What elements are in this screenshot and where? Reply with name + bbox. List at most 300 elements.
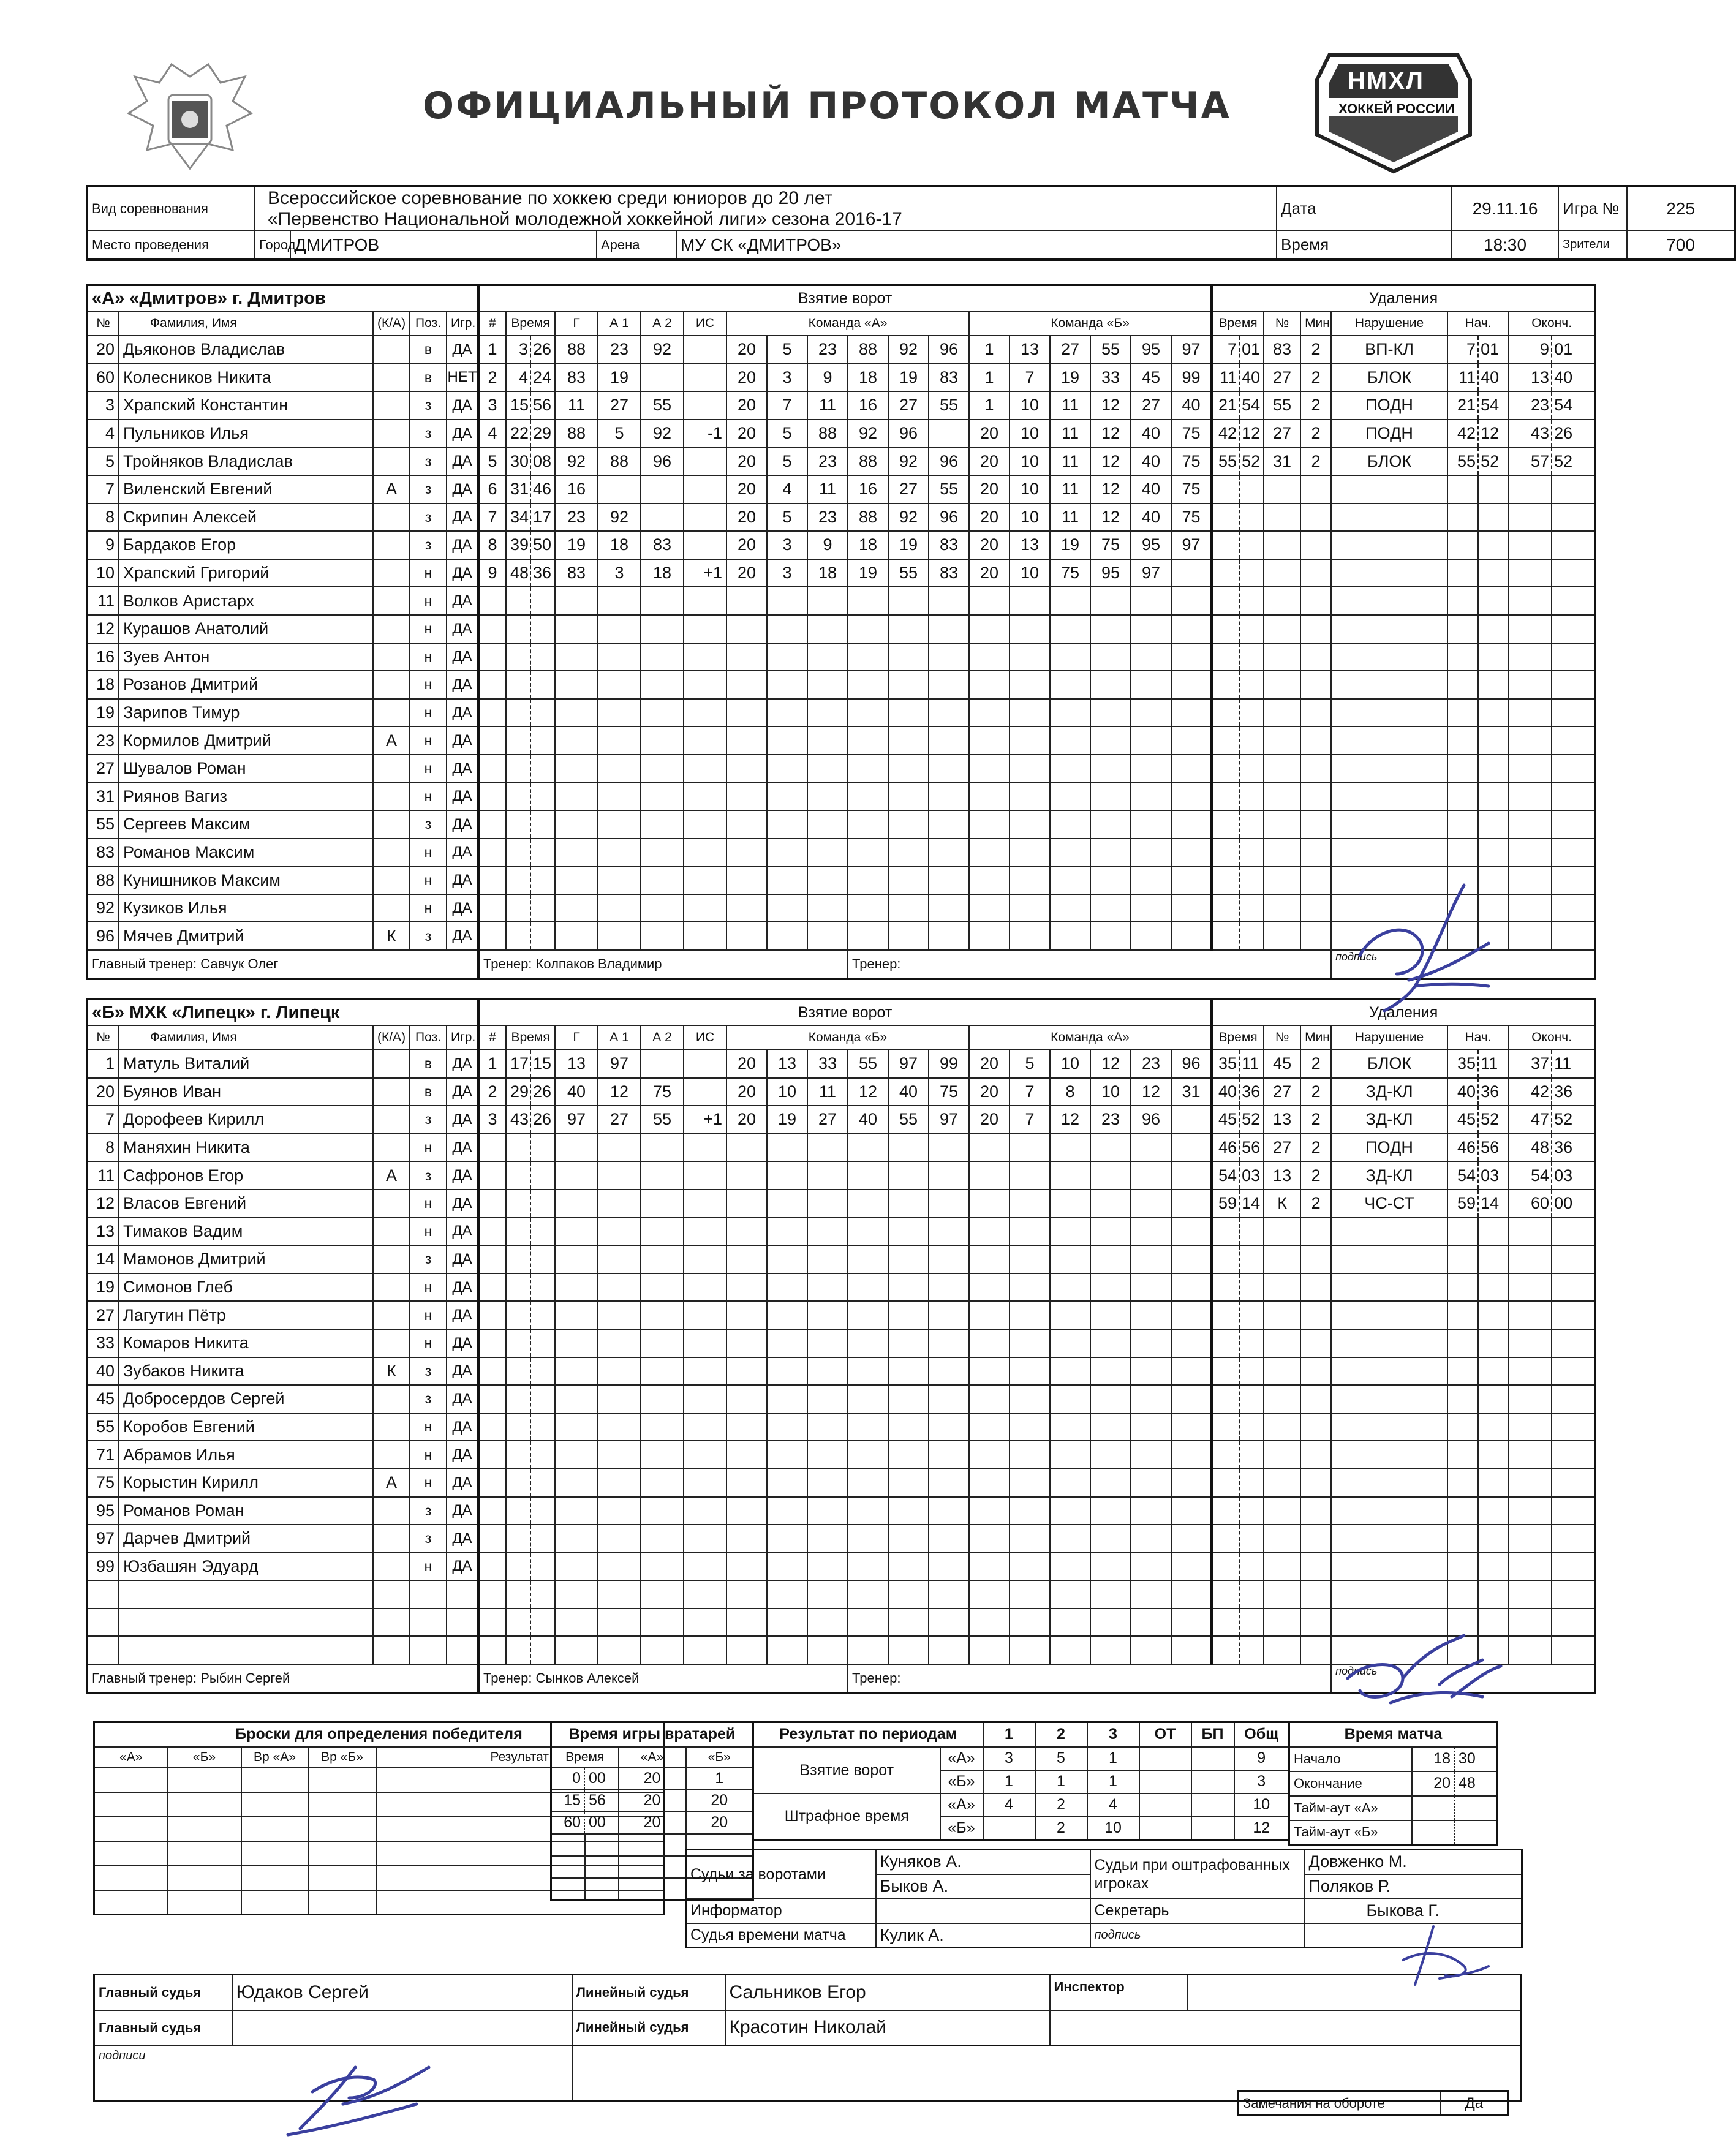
player-position: н	[410, 1441, 447, 1469]
player-row	[87, 336, 1595, 364]
opp-on-ice: 13	[1010, 336, 1050, 364]
penalty-second: 11	[1239, 1050, 1264, 1078]
periods-pim-b-3: 10	[1087, 1817, 1139, 1840]
arena-value: МУ СК «ДМИТРОВ»	[676, 230, 1277, 260]
logo-subtitle: ХОККЕЙ РОССИИ	[1338, 101, 1455, 116]
own-on-ice: 20	[726, 447, 767, 475]
penalty-start-minute: 11	[1447, 364, 1478, 392]
player-name: Матуль Виталий	[119, 1050, 373, 1078]
periods-goals-a-3: 1	[1087, 1747, 1139, 1770]
coach-2: Тренер:	[848, 1664, 1331, 1693]
penalty-start-minute: 40	[1447, 1078, 1478, 1106]
col-play: Игр.	[447, 311, 478, 336]
own-on-ice: 18	[848, 364, 888, 392]
player-name: Мячев Дмитрий	[119, 922, 373, 950]
penalty-end-minute: 57	[1509, 447, 1552, 475]
signature-label: подпись	[1331, 950, 1595, 979]
player-plays: ДА	[447, 420, 478, 448]
handwritten-signature-3	[1391, 1923, 1489, 1991]
penalty-minutes: 2	[1300, 1161, 1331, 1190]
penalty-end-second: 26	[1552, 420, 1595, 448]
own-on-ice: 20	[726, 364, 767, 392]
col-play: Игр.	[447, 1025, 478, 1050]
goal-assist-1: 27	[598, 1106, 641, 1134]
penalty-violation: ВП-КЛ	[1331, 336, 1447, 364]
penalty-player: 27	[1264, 1078, 1300, 1106]
remarks-table	[1237, 2090, 1509, 2116]
player-row	[87, 1413, 1595, 1441]
goal-assist-1	[598, 475, 641, 504]
linesman-label: Линейный судья	[572, 1975, 725, 2010]
player-role	[373, 1580, 410, 1609]
shootout-col-a: «А»	[94, 1747, 168, 1768]
periods-goals-a-2: 5	[1035, 1747, 1087, 1770]
player-plays: ДА	[447, 839, 478, 867]
player-role	[373, 643, 410, 671]
opp-on-ice: 20	[969, 475, 1010, 504]
penalty-end-second: 01	[1552, 336, 1595, 364]
player-number: 55	[87, 810, 119, 839]
goalie-row-a: 20	[619, 1790, 686, 1812]
player-number: 11	[87, 1161, 119, 1190]
opp-on-ice: 12	[1090, 504, 1131, 532]
goal-number: 2	[478, 364, 506, 392]
goal-second: 26	[530, 336, 555, 364]
player-position: з	[410, 1497, 447, 1525]
opp-on-ice: 20	[969, 447, 1010, 475]
penalty-minute: 54	[1212, 1161, 1239, 1190]
player-name: Романов Роман	[119, 1497, 373, 1525]
player-name: Власов Евгений	[119, 1190, 373, 1218]
player-role	[373, 364, 410, 392]
penalty-start-second: 54	[1478, 391, 1509, 420]
opp-on-ice: 75	[1171, 447, 1212, 475]
signature-label: подпись	[1331, 1664, 1595, 1693]
team-b-section	[86, 998, 1573, 1694]
player-plays: ДА	[447, 531, 478, 559]
periods-goals-b-3: 1	[1087, 1770, 1139, 1794]
player-number: 5	[87, 447, 119, 475]
goal-assist-2: 83	[641, 531, 684, 559]
player-position: н	[410, 1553, 447, 1581]
penalty-player: 31	[1264, 447, 1300, 475]
own-on-ice: 18	[848, 531, 888, 559]
player-name: Розанов Дмитрий	[119, 671, 373, 699]
player-name: Храпский Константин	[119, 391, 373, 420]
match-time-title: Время матча	[1289, 1722, 1498, 1747]
player-position: з	[410, 810, 447, 839]
linesman-2-value: Красотин Николай	[725, 2010, 1050, 2046]
opp-on-ice: 20	[969, 504, 1010, 532]
player-number: 7	[87, 475, 119, 504]
coach-1: Тренер: Сынков Алексей	[478, 1664, 848, 1693]
col-strength: ИС	[684, 311, 726, 336]
own-on-ice: 20	[726, 336, 767, 364]
penalty-start-minute: 7	[1447, 336, 1478, 364]
penalty-minute: 45	[1212, 1106, 1239, 1134]
player-name: Сергеев Максим	[119, 810, 373, 839]
player-plays: ДА	[447, 783, 478, 811]
player-plays: ДА	[447, 1106, 478, 1134]
col-pen-start: Нач.	[1447, 1025, 1509, 1050]
player-number: 8	[87, 504, 119, 532]
player-role	[373, 1218, 410, 1246]
player-number: 7	[87, 1106, 119, 1134]
informer-label: Информатор	[686, 1899, 876, 1923]
own-on-ice: 5	[767, 504, 807, 532]
penalty-minutes: 2	[1300, 1134, 1331, 1162]
penalty-player: 27	[1264, 420, 1300, 448]
own-on-ice: 88	[848, 336, 888, 364]
player-row	[87, 1134, 1595, 1162]
player-position: в	[410, 1050, 447, 1078]
own-on-ice: 20	[726, 559, 767, 587]
col-pen-end: Оконч.	[1509, 1025, 1595, 1050]
goal-number: 1	[478, 336, 506, 364]
goal-judges-label: Судьи за воротами	[686, 1850, 876, 1899]
player-position: н	[410, 1190, 447, 1218]
player-row	[87, 391, 1595, 420]
player-row	[87, 475, 1595, 504]
player-position: н	[410, 699, 447, 727]
penalty-end-minute: 37	[1509, 1050, 1552, 1078]
player-position: н	[410, 866, 447, 894]
penalty-end-second: 54	[1552, 391, 1595, 420]
player-name: Романов Максим	[119, 839, 373, 867]
player-plays: ДА	[447, 1385, 478, 1413]
player-row	[87, 671, 1595, 699]
player-role	[373, 1078, 410, 1106]
match-end-hour: 20	[1412, 1771, 1455, 1796]
goals-section-title: Взятие ворот	[478, 285, 1212, 311]
periods-pim-b-ot	[1139, 1817, 1191, 1840]
shootout-title: Броски для определения победителя	[94, 1722, 664, 1747]
player-role	[373, 391, 410, 420]
goal-second: 26	[530, 1106, 555, 1134]
player-position: н	[410, 783, 447, 811]
player-number: 9	[87, 531, 119, 559]
player-plays: ДА	[447, 1413, 478, 1441]
opp-on-ice: 1	[969, 364, 1010, 392]
team-a-table	[86, 284, 1596, 980]
goal-scorer: 83	[555, 364, 598, 392]
own-on-ice: 33	[807, 1050, 848, 1078]
goal-minute: 39	[506, 531, 530, 559]
goalie-row-a: 20	[619, 1812, 686, 1834]
own-on-ice: 4	[767, 475, 807, 504]
col-goal-no: #	[478, 1025, 506, 1050]
player-plays	[447, 1609, 478, 1637]
player-plays: ДА	[447, 1301, 478, 1329]
player-name: Храпский Григорий	[119, 559, 373, 587]
periods-goals-label: Взятие ворот	[753, 1747, 940, 1794]
penalty-start-second: 40	[1478, 364, 1509, 392]
goalie-row-sec: 00	[585, 1768, 619, 1790]
player-number: 27	[87, 755, 119, 783]
goalie-row-b: 20	[686, 1790, 753, 1812]
penalty-second: 14	[1239, 1190, 1264, 1218]
own-on-ice: 23	[807, 336, 848, 364]
player-row	[87, 1190, 1595, 1218]
player-number: 1	[87, 1050, 119, 1078]
player-position: з	[410, 391, 447, 420]
periods-pim-b-total: 12	[1234, 1817, 1289, 1840]
own-on-ice: 27	[807, 1106, 848, 1134]
player-plays: ДА	[447, 1050, 478, 1078]
own-on-ice: 19	[888, 531, 929, 559]
goalie-time-title: Время игры вратарей	[551, 1722, 753, 1747]
own-on-ice: 92	[888, 336, 929, 364]
own-on-ice: 12	[848, 1078, 888, 1106]
opp-on-ice: 11	[1050, 420, 1090, 448]
opp-on-ice: 13	[1010, 531, 1050, 559]
player-position: н	[410, 1273, 447, 1302]
player-plays: ДА	[447, 1161, 478, 1190]
periods-pim-a-ot	[1139, 1794, 1191, 1817]
own-on-ice	[929, 420, 969, 448]
penalty-player: 13	[1264, 1161, 1300, 1190]
penalty-minute: 40	[1212, 1078, 1239, 1106]
opp-on-ice: 40	[1131, 475, 1171, 504]
player-name: Зарипов Тимур	[119, 699, 373, 727]
head-coach: Главный тренер: Рыбин Сергей	[87, 1664, 478, 1693]
goal-assist-2: 55	[641, 1106, 684, 1134]
goal-strength	[684, 391, 726, 420]
match-start-min: 30	[1455, 1747, 1498, 1771]
goal-number: 6	[478, 475, 506, 504]
linesman-1-value: Сальников Егор	[725, 1975, 1050, 2010]
player-role	[373, 1273, 410, 1302]
periods-col-ot: ОТ	[1139, 1722, 1191, 1747]
date-value: 29.11.16	[1452, 186, 1558, 230]
nmhl-logo	[1305, 43, 1482, 178]
player-role	[373, 1497, 410, 1525]
penalty-second: 40	[1239, 364, 1264, 392]
player-plays: ДА	[447, 1441, 478, 1469]
opp-on-ice: 11	[1050, 391, 1090, 420]
player-plays: ДА	[447, 391, 478, 420]
goal-judge-2: Быков А.	[876, 1874, 1090, 1899]
player-name: Дарчев Дмитрий	[119, 1525, 373, 1553]
periods-goals-a-total: 9	[1234, 1747, 1289, 1770]
goal-assist-1: 97	[598, 1050, 641, 1078]
own-on-ice: 27	[888, 475, 929, 504]
player-role	[373, 671, 410, 699]
own-on-ice: 20	[726, 1106, 767, 1134]
opp-on-ice: 40	[1171, 391, 1212, 420]
player-plays: ДА	[447, 866, 478, 894]
penalty-minute: 35	[1212, 1050, 1239, 1078]
player-plays: ДА	[447, 1078, 478, 1106]
player-row	[87, 1580, 1595, 1609]
opp-on-ice: 1	[969, 391, 1010, 420]
player-row	[87, 755, 1595, 783]
player-number: 3	[87, 391, 119, 420]
penalty-second: 01	[1239, 336, 1264, 364]
periods-pim-b-2: 2	[1035, 1817, 1087, 1840]
opp-on-ice: 10	[1010, 391, 1050, 420]
player-name: Юзбашян Эдуард	[119, 1553, 373, 1581]
penalty-minutes: 2	[1300, 1106, 1331, 1134]
player-number: 83	[87, 839, 119, 867]
periods-team-b: «Б»	[940, 1770, 983, 1794]
col-name: Фамилия, Имя	[119, 1025, 373, 1050]
goal-number: 2	[478, 1078, 506, 1106]
opp-on-ice: 97	[1131, 559, 1171, 587]
opp-on-ice: 20	[969, 531, 1010, 559]
player-row	[87, 783, 1595, 811]
goal-second: 26	[530, 1078, 555, 1106]
opp-on-ice: 23	[1090, 1106, 1131, 1134]
opp-on-ice: 20	[969, 1050, 1010, 1078]
own-on-ice: 16	[848, 391, 888, 420]
opp-on-ice: 27	[1131, 391, 1171, 420]
goal-number: 1	[478, 1050, 506, 1078]
goal-scorer: 97	[555, 1106, 598, 1134]
opp-on-ice: 45	[1131, 364, 1171, 392]
penalty-violation: ЗД-КЛ	[1331, 1106, 1447, 1134]
goal-strength	[684, 1078, 726, 1106]
penalty-end-minute: 48	[1509, 1134, 1552, 1162]
penalty-end-second: 40	[1552, 364, 1595, 392]
penalty-end-second: 00	[1552, 1190, 1595, 1218]
secretary-value: Быкова Г.	[1305, 1899, 1522, 1923]
penalty-minutes: 2	[1300, 1050, 1331, 1078]
goalie-row-b: 1	[686, 1768, 753, 1790]
player-plays: ДА	[447, 1190, 478, 1218]
goal-scorer: 83	[555, 559, 598, 587]
penalty-second: 12	[1239, 420, 1264, 448]
opp-on-ice: 20	[969, 559, 1010, 587]
penalty-start-minute: 42	[1447, 420, 1478, 448]
player-name: Зубаков Никита	[119, 1357, 373, 1386]
player-role	[373, 699, 410, 727]
player-role	[373, 447, 410, 475]
spectators-label: Зрители	[1558, 230, 1627, 260]
opp-on-ice: 27	[1050, 336, 1090, 364]
player-role: А	[373, 1161, 410, 1190]
penalty-minutes: 2	[1300, 364, 1331, 392]
col-opp-team-on-ice: Команда «Б»	[969, 311, 1212, 336]
referee-label: Главный судья	[94, 1975, 232, 2010]
own-on-ice: 20	[726, 1078, 767, 1106]
goal-assist-1: 88	[598, 447, 641, 475]
own-on-ice: 88	[848, 504, 888, 532]
goal-assist-1: 27	[598, 391, 641, 420]
player-plays: ДА	[447, 726, 478, 755]
penalty-end-minute: 47	[1509, 1106, 1552, 1134]
match-start-label: Начало	[1289, 1747, 1412, 1771]
player-role	[373, 755, 410, 783]
player-plays: ДА	[447, 1245, 478, 1273]
opp-on-ice: 11	[1050, 475, 1090, 504]
opp-on-ice: 7	[1010, 1106, 1050, 1134]
own-on-ice: 55	[929, 391, 969, 420]
player-plays: ДА	[447, 504, 478, 532]
goal-second: 08	[530, 447, 555, 475]
penalty-minute: 55	[1212, 447, 1239, 475]
player-position: з	[410, 1161, 447, 1190]
player-position: н	[410, 1301, 447, 1329]
col-assist-1: А 1	[598, 311, 641, 336]
opp-on-ice: 12	[1050, 1106, 1090, 1134]
goal-minute: 4	[506, 364, 530, 392]
player-name: Кормилов Дмитрий	[119, 726, 373, 755]
period-results-table	[752, 1721, 1290, 1841]
player-plays: ДА	[447, 447, 478, 475]
col-pen-violation: Нарушение	[1331, 1025, 1447, 1050]
goal-number: 3	[478, 391, 506, 420]
player-name: Пульников Илья	[119, 420, 373, 448]
player-number: 96	[87, 922, 119, 950]
goal-scorer: 92	[555, 447, 598, 475]
own-on-ice: 92	[888, 504, 929, 532]
goal-scorer: 23	[555, 504, 598, 532]
penalty-judge-2: Поляков Р.	[1305, 1874, 1522, 1899]
opp-on-ice: 19	[1050, 531, 1090, 559]
own-on-ice: 3	[767, 364, 807, 392]
own-on-ice: 83	[929, 364, 969, 392]
own-on-ice: 9	[807, 531, 848, 559]
goal-second: 24	[530, 364, 555, 392]
player-plays: ДА	[447, 615, 478, 643]
penalties-section-title: Удаления	[1212, 999, 1595, 1025]
penalty-minute: 42	[1212, 420, 1239, 448]
penalty-second: 36	[1239, 1078, 1264, 1106]
penalty-end-minute: 23	[1509, 391, 1552, 420]
inspector-label: Инспектор	[1050, 1975, 1188, 2010]
goal-second: 29	[530, 420, 555, 448]
player-number: 11	[87, 587, 119, 615]
penalty-second: 52	[1239, 447, 1264, 475]
goal-strength: +1	[684, 559, 726, 587]
periods-team-a: «А»	[940, 1794, 983, 1817]
player-name	[119, 1636, 373, 1664]
periods-goals-b-bp	[1191, 1770, 1234, 1794]
player-number: 18	[87, 671, 119, 699]
goal-assist-1: 92	[598, 504, 641, 532]
goal-assist-2: 92	[641, 420, 684, 448]
player-role	[373, 420, 410, 448]
player-role	[373, 615, 410, 643]
player-row	[87, 1301, 1595, 1329]
penalty-player: 83	[1264, 336, 1300, 364]
opp-on-ice: 10	[1090, 1078, 1131, 1106]
player-row	[87, 1329, 1595, 1357]
player-position: з	[410, 475, 447, 504]
col-pen-time: Время	[1212, 1025, 1264, 1050]
player-number: 19	[87, 699, 119, 727]
own-on-ice: 83	[929, 531, 969, 559]
opp-on-ice: 95	[1131, 531, 1171, 559]
player-row	[87, 504, 1595, 532]
opp-on-ice: 10	[1010, 504, 1050, 532]
goal-strength	[684, 475, 726, 504]
penalty-start-minute: 55	[1447, 447, 1478, 475]
signatures-label: подписи	[94, 2046, 572, 2101]
secretary-signature-label: подпись	[1090, 1923, 1305, 1948]
player-role	[373, 783, 410, 811]
opp-on-ice: 75	[1171, 504, 1212, 532]
periods-goals-a-bp	[1191, 1747, 1234, 1770]
player-plays: ДА	[447, 1134, 478, 1162]
penalty-minute: 21	[1212, 391, 1239, 420]
player-row	[87, 726, 1595, 755]
player-number: 99	[87, 1553, 119, 1581]
own-on-ice: 55	[848, 1050, 888, 1078]
penalty-end-second: 36	[1552, 1078, 1595, 1106]
own-on-ice: 23	[807, 447, 848, 475]
